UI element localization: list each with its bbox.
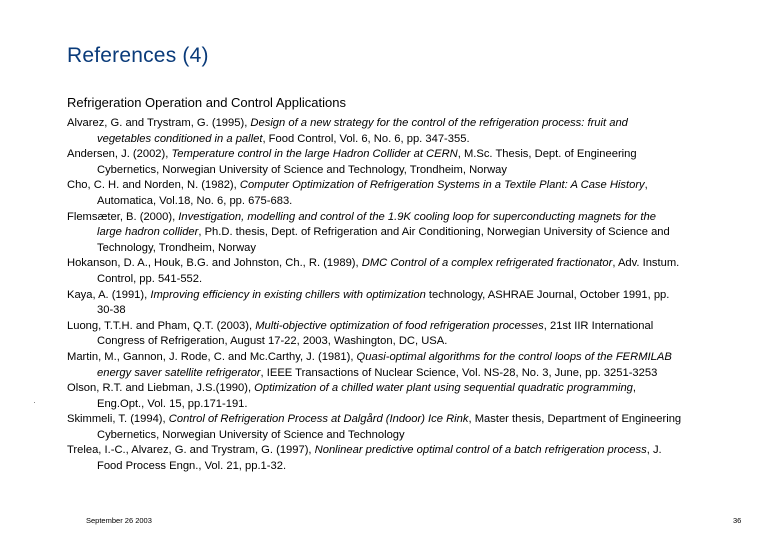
- page-number: 36: [733, 516, 742, 525]
- reference-item: Cho, C. H. and Norden, N. (1982), Computer Optimization of Refrigeration Systems in a Textile Plant: A Case History, Automatica, Vol.18, No. 6, pp. 675-683.: [67, 179, 648, 207]
- reference-item: Hokanson, D. A., Houk, B.G. and Johnston, Ch., R. (1989), DMC Control of a complex refrigerated fractionator, Adv. Instum. Control, pp. 541-552.: [67, 257, 680, 285]
- reference-item: Andersen, J. (2002), Temperature control in the large Hadron Collider at CERN, M.Sc. Thesis, Dept. of Engineering Cybernetics, Norwegian University of Science and Technology, Trondheim, Norway: [67, 148, 637, 176]
- reference-item: Trelea, I.-C., Alvarez, G. and Trystram, G. (1997), Nonlinear predictive optimal control of a batch refrigeration process, J. Food Process Engn., Vol. 21, pp.1-32.: [67, 444, 662, 473]
- reference-list: [67, 116, 682, 475]
- section-heading: Refrigeration Operation and Control Applications: [67, 95, 346, 110]
- reference-item: Martin, M., Gannon, J. Rode, C. and Mc.Carthy, J. (1981), Quasi-optimal algorithms for the control loops of the FERMILAB energy saver satellite refrigerator, IEEE Transactions of Nuclear Science, Vol. NS-28, No. 3, June, pp. 3251-3253: [67, 350, 672, 379]
- stray-dot: [34, 402, 35, 403]
- reference-item: Olson, R.T. and Liebman, J.S.(1990), Optimization of a chilled water plant using sequential quadratic programming, Eng.Opt., Vol. 15, pp.171-191.: [67, 382, 636, 410]
- reference-item: Alvarez, G. and Trystram, G. (1995), Design of a new strategy for the control of the refrigeration process: fruit and vegetables conditioned in a pallet, Food Control, Vol. 6, No. 6, pp. 347-355.: [67, 117, 628, 145]
- reference-item: Luong, T.T.H. and Pham, Q.T. (2003), Multi-objective optimization of food refrigeration processes, 21st IIR International Congress of Refrigeration, August 17-22, 2003, Washington, DC, USA.: [67, 319, 654, 348]
- footer-date: September 26 2003: [86, 516, 152, 525]
- reference-item: Flemsæter, B. (2000), Investigation, modelling and control of the 1.9K cooling loop for superconducting magnets for the large hadron collider, Ph.D. thesis, Dept. of Refrigeration and Air Conditioning, Norwegian University of Science and Technology, Trondheim, Norway: [67, 210, 670, 254]
- reference-item: Kaya, A. (1991), Improving efficiency in existing chillers with optimization technology, ASHRAE Journal, October 1991, pp. 30-38: [67, 288, 670, 317]
- reference-item: Skimmeli, T. (1994), Control of Refrigeration Process at Dalgård (Indoor) Ice Rink, Master thesis, Department of Engineering Cybernetics, Norwegian University of Science and Technology: [67, 413, 682, 441]
- slide-title: References (4): [67, 44, 209, 67]
